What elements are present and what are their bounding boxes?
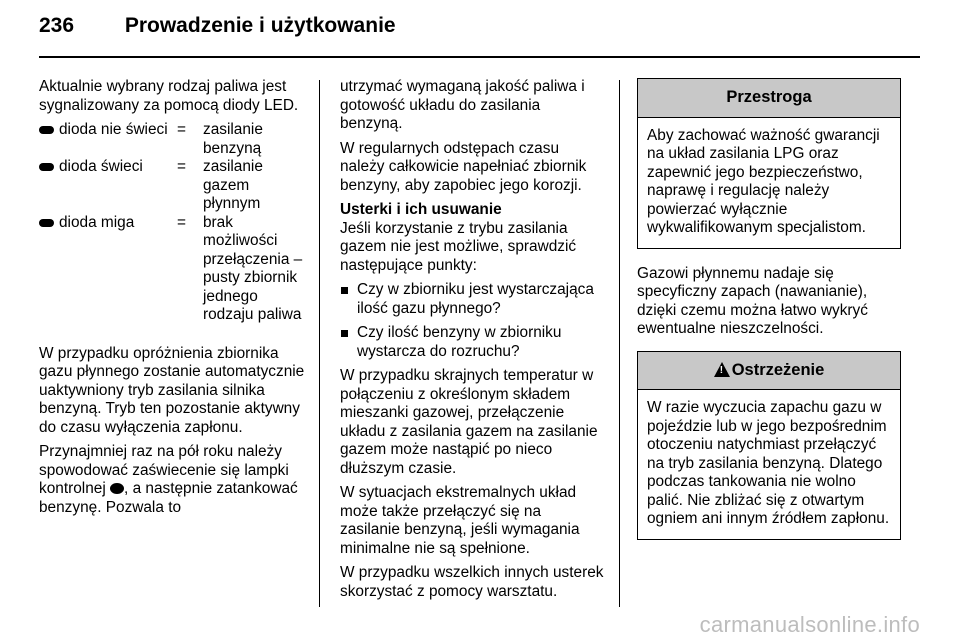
caution-box bbox=[637, 78, 901, 249]
text-fragment: , a następnie zatankować benzynę. Pozwala to bbox=[39, 480, 298, 516]
body-paragraph: utrzymać wymaganą jakość paliwa i gotowość układu do zasilania benzyną. bbox=[340, 78, 585, 132]
control-lamp-icon bbox=[110, 483, 124, 494]
led-equals: = bbox=[177, 213, 186, 231]
led-definition: zasilanie benzyną bbox=[203, 121, 263, 157]
body-paragraph: W przypadku opróżnienia zbiornika gazu płynnego zostanie automatycznie uaktywniony tryb zasilania silnika benzyną. Tryb ten pozostanie aktywny do czasu wyłączenia zapłonu. bbox=[39, 344, 305, 436]
led-equals: = bbox=[177, 158, 186, 175]
caution-text: Aby zachować ważność gwarancji na układ zasilania LPG oraz zapewnić jego bezpieczeństwo, naprawę i regulację należy powierzać wyłącznie wykwalifikowanym specjalistom. bbox=[647, 126, 880, 236]
warning-box bbox=[637, 351, 901, 540]
column-1 bbox=[39, 78, 311, 523]
body-paragraph: Gazowi płynnemu nadaje się specyficzny zapach (nawanianie), dzięki czemu można łatwo wykryć ewentualne nieszczelności. bbox=[637, 264, 868, 337]
page-title: Prowadzenie i użytkowanie bbox=[124, 14, 396, 37]
led-status-table bbox=[39, 121, 311, 325]
square-bullet-icon bbox=[341, 330, 348, 337]
led-indicator-icon bbox=[39, 219, 54, 227]
watermark: carmanualsonline.info bbox=[699, 612, 920, 637]
led-indicator-icon bbox=[39, 126, 54, 134]
led-row bbox=[39, 158, 311, 214]
column-2 bbox=[340, 78, 605, 607]
led-row bbox=[39, 214, 311, 325]
column-divider-1 bbox=[319, 80, 320, 607]
warning-triangle-icon: ! bbox=[714, 362, 730, 377]
page-header bbox=[39, 14, 396, 38]
body-paragraph: W sytuacjach ekstremalnych układ może także przełączyć się na zasilanie benzyną, jeśli wymagania minimalne nie są spełnione. bbox=[340, 484, 580, 557]
led-term: dioda świeci bbox=[59, 158, 143, 175]
square-bullet-icon bbox=[341, 287, 348, 294]
led-definition: zasilanie gazem płynnym bbox=[203, 158, 263, 212]
body-paragraph: W regularnych odstępach czasu należy całkowicie napełniać zbiornik benzyny, aby zapobiec jego korozji. bbox=[340, 139, 587, 194]
list-item bbox=[340, 281, 605, 318]
led-term: dioda miga bbox=[59, 213, 135, 231]
checklist bbox=[340, 281, 605, 361]
section-subheading: Usterki i ich usuwanie bbox=[340, 201, 502, 218]
led-definition: brak możliwości przełączenia – pusty zbiornik jednego rodzaju paliwa bbox=[203, 213, 303, 323]
list-item-text: Czy ilość benzyny w zbiorniku wystarcza do rozruchu? bbox=[357, 324, 562, 360]
intro-paragraph: Aktualnie wybrany rodzaj paliwa jest sygnalizowany za pomocą diody LED. bbox=[39, 78, 299, 114]
column-divider-2 bbox=[619, 80, 620, 607]
body-paragraph bbox=[39, 443, 311, 517]
led-equals: = bbox=[177, 121, 186, 138]
header-divider bbox=[39, 56, 920, 58]
text-fragment: Przynajmniej raz na pół roku należy spowodować zaświecenie się lampki kontrolnej bbox=[39, 443, 289, 497]
caution-title: Przestroga bbox=[638, 79, 900, 118]
warning-title: Ostrzeżenie bbox=[731, 360, 825, 379]
list-item bbox=[340, 324, 605, 361]
list-item-text: Czy w zbiorniku jest wystarczająca ilość gazu płynnego? bbox=[357, 281, 594, 317]
led-indicator-icon bbox=[39, 163, 54, 171]
warning-header bbox=[638, 352, 900, 391]
body-paragraph: W przypadku wszelkich innych usterek skorzystać z pomocy warsztatu. bbox=[340, 564, 604, 600]
led-term: dioda nie świeci bbox=[59, 121, 168, 138]
led-row bbox=[39, 121, 311, 158]
column-3 bbox=[637, 78, 901, 540]
page-number: 236 bbox=[39, 14, 75, 37]
warning-text: W razie wyczucia zapachu gazu w pojeździe lub w jego bezpośrednim otoczeniu natychmiast przełączyć na tryb zasilania benzyną. Dlatego podczas tankowania nie wolno palić. Nie zbliżać się z otwartym ogniem ani innym źródłem zapłonu. bbox=[647, 399, 890, 527]
body-paragraph: Jeśli korzystanie z trybu zasilania gazem nie jest możliwe, sprawdzić następujące punkty: bbox=[340, 219, 577, 274]
body-paragraph: W przypadku skrajnych temperatur w połączeniu z określonym składem mieszanki gazowej, przełączenie układu z zasilania gazem na zasilanie gazem może nastąpić po nieco dłuższym czasie. bbox=[340, 367, 598, 477]
